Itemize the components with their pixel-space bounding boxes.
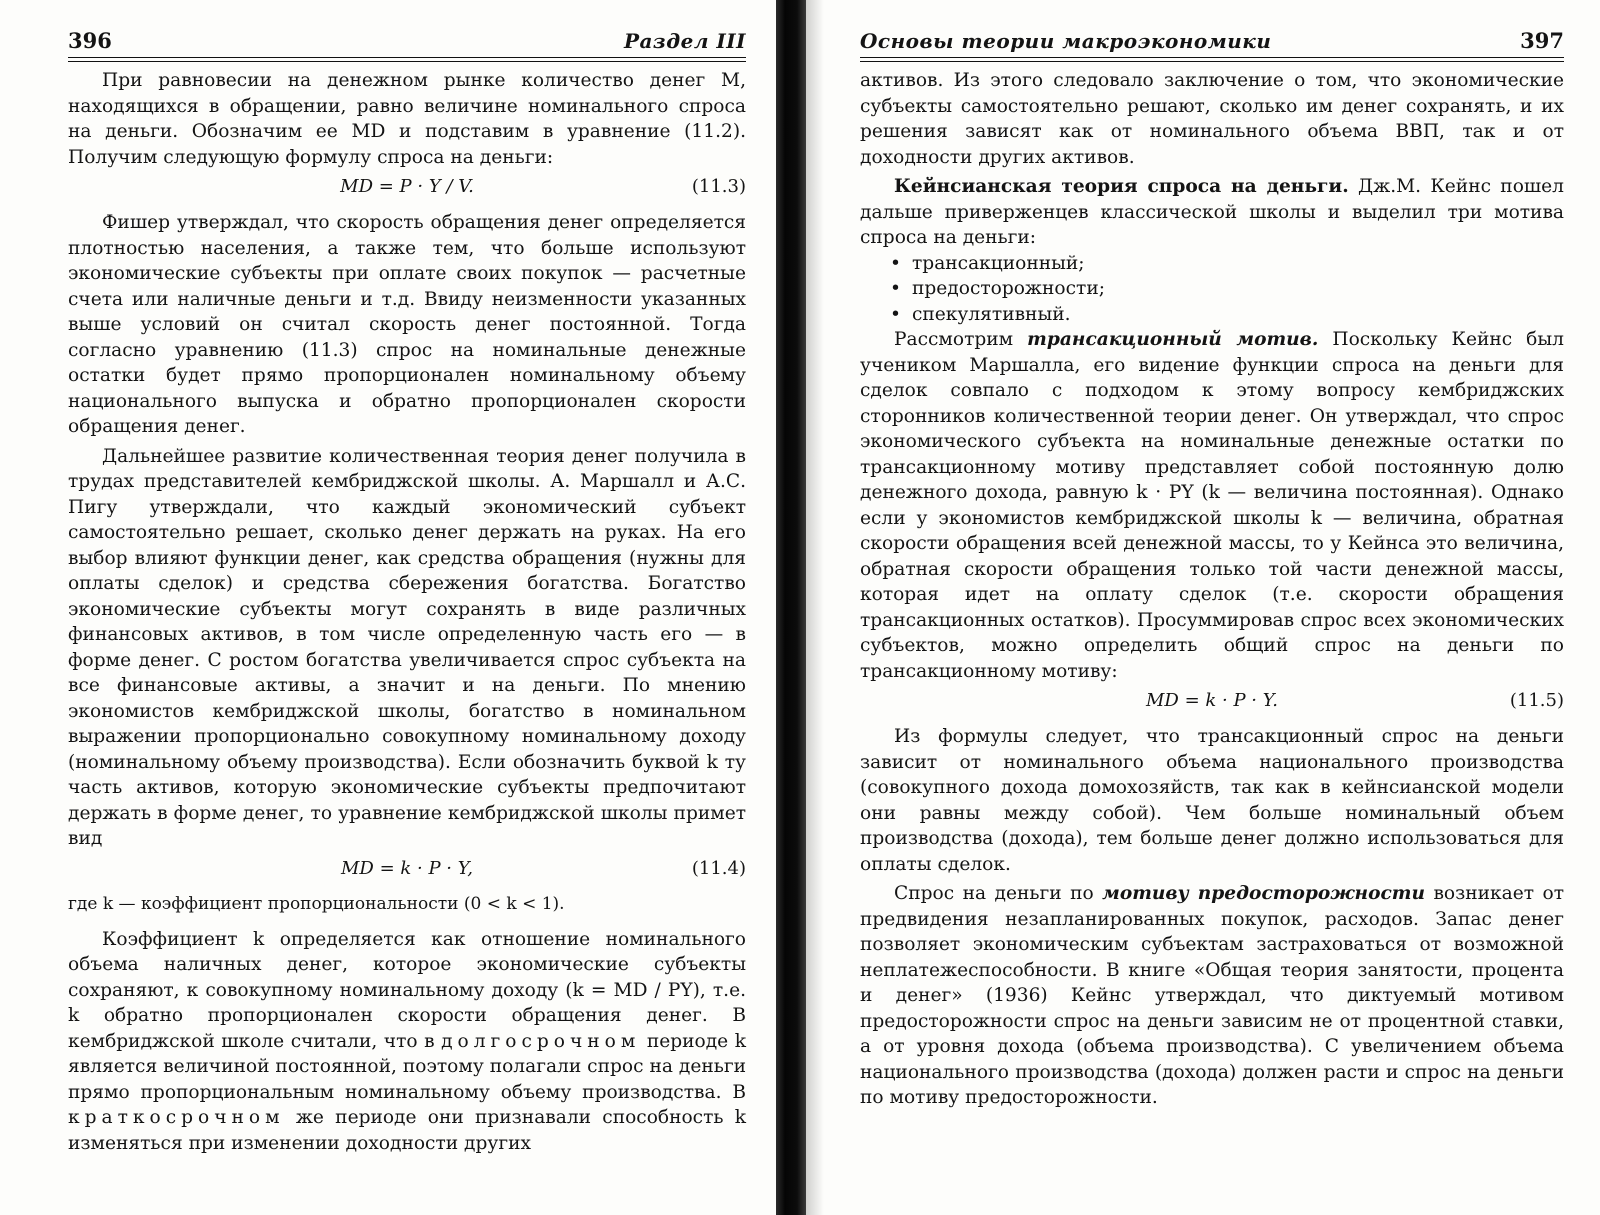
list-item-text: трансакционный; bbox=[912, 252, 1085, 274]
right-body-text bbox=[860, 68, 1564, 1111]
formula-11-3-expression: MD = P · Y / V. bbox=[340, 176, 474, 197]
formula-11-3-number: (11.3) bbox=[691, 176, 746, 197]
left-page-number: 396 bbox=[68, 28, 112, 53]
formula-11-5 bbox=[860, 688, 1564, 714]
left-paragraph-4-part-b: периоде k является величиной постоянной, поэтому полагали спрос на деньги прямо пропорциональным номинальному объему производства. В bbox=[68, 1030, 746, 1103]
right-paragraph-2 bbox=[860, 174, 1564, 251]
right-running-head bbox=[860, 28, 1564, 58]
left-paragraph-4 bbox=[68, 927, 746, 1157]
formula-11-4-number: (11.4) bbox=[691, 857, 746, 879]
formula-11-4-note: где k — коэффициент пропорциональности (0 < k < 1). bbox=[68, 893, 565, 914]
list-item bbox=[890, 276, 1564, 302]
right-paragraph-3 bbox=[860, 327, 1564, 684]
left-paragraph-4-part-a: Коэффициент k определяется как отношение номинального объема наличных денег, которое экономические субъекты сохраняют, к совокупному номинальному доходу (k = MD / PY), т.е. k обратно пропорционален скорости обращения денег. В кембриджской школе считали, что в bbox=[68, 928, 746, 1052]
list-item bbox=[890, 302, 1564, 328]
bullet-icon: • bbox=[890, 303, 901, 325]
right-page-number: 397 bbox=[1520, 28, 1564, 53]
emphasis-short-term: краткосрочном bbox=[68, 1107, 285, 1128]
left-running-head bbox=[68, 28, 746, 58]
left-paragraph-2: Фишер утверждал, что скорость обращения денег определяется плотностью населения, а также тем, что больше используют экономические субъекты при оплате своих покупок — расчетные счета или наличные деньги и т.д. Ввиду неизменности указанных выше условий он считал скорость денег постоянной. Тогда согласно уравнению (11.3) спрос на номинальные денежные остатки будет прямо пропорционален номинальному объему национального выпуска и обратно пропорционален скорости обращения денег. bbox=[68, 212, 746, 437]
right-paragraph-1: активов. Из этого следовало заключение о том, что экономические субъекты самостоятельно решают, сколько им денег сохранять, и их решения зависят как от номинального объема ВВП, так и от доходности других активов. bbox=[860, 70, 1564, 168]
book-gutter bbox=[776, 0, 806, 1215]
formula-11-4-expression: MD = k · P · Y, bbox=[340, 857, 474, 879]
motives-list bbox=[860, 251, 1564, 328]
right-section-header: Основы теории макроэкономики bbox=[860, 29, 1272, 53]
bullet-icon: • bbox=[890, 278, 901, 299]
right-page bbox=[824, 0, 1600, 1215]
left-body-text bbox=[68, 68, 746, 1156]
left-paragraph-1: При равновесии на денежном рынке количество денег M, находящихся в обращении, равно величине номинального спроса на деньги. Обозначим ее MD и подставим в уравнение (11.2). Получим следующую формулу спроса на деньги: bbox=[68, 70, 746, 168]
formula-11-4 bbox=[68, 856, 746, 882]
emphasis-transaction-motive: трансакционный мотив. bbox=[1027, 329, 1319, 350]
right-paragraph-5-part-a: Спрос на деньги по bbox=[894, 883, 1094, 904]
gutter-shadow bbox=[806, 0, 824, 1215]
right-paragraph-2-text: Дж.М. Кейнс пошел дальше приверженцев классической школы и выделил три мотива спроса на деньги: bbox=[860, 176, 1564, 248]
right-paragraph-5 bbox=[860, 881, 1564, 1111]
right-paragraph-3-part-a: Рассмотрим bbox=[894, 329, 1014, 350]
left-section-header: Раздел III bbox=[623, 29, 746, 53]
emphasis-long-term: долгосрочном bbox=[441, 1030, 641, 1052]
right-paragraph-3-part-b: Поскольку Кейнс был учеником Маршалла, его видение функции спроса на деньги для сделок совпало с подходом к этому вопросу кембриджских сторонников количественной теории денег. Он утверждал, что спрос экономического субъекта на номинальные денежные остатки по трансакционному мотиву представляет собой постоянную долю денежного дохода, равную k · PY (k — величина постоянная). Однако если у экономистов кембриджской школы k — величина, обратная скорости обращения всей денежной массы, то у Кейнса это величина, обратная скорости обращения только той части денежной массы, которая идет на оплату сделок (т.е. скорости обращения трансакционных остатков). Просуммировав спрос всех экономических субъектов, можно определить общий спрос на деньги по трансакционному мотиву: bbox=[860, 329, 1564, 682]
formula-11-3 bbox=[68, 174, 746, 200]
keynesian-theory-heading: Кейнсианская теория спроса на деньги. bbox=[894, 176, 1349, 197]
list-item bbox=[890, 251, 1564, 277]
left-page bbox=[0, 0, 770, 1215]
formula-11-5-number: (11.5) bbox=[1509, 690, 1564, 711]
right-paragraph-5-part-b: возникает от предвидения незапланированных покупок, расходов. Запас денег позволяет экономическим субъектам застраховаться от возможной неплатежеспособности. В книге «Общая теория занятости, процента и денег» (1936) Кейнс утверждал, что диктуемый мотивом предосторожности спрос на деньги зависим не от процентной ставки, а от уровня дохода (объема производства). С увеличением объема национального производства (дохода) должен расти и спрос на деньги по мотиву предосторожности. bbox=[860, 883, 1564, 1108]
left-paragraph-4-part-c: же периоде они признавали способность k изменяться при изменении доходности других bbox=[68, 1107, 746, 1154]
left-paragraph-3: Дальнейшее развитие количественная теория денег получила в трудах представителей кембриджской школы. А. Маршалл и А.С. Пигу утверждали, что каждый экономический субъект самостоятельно решает, сколько денег держать на руках. На его выбор влияют функции денег, как средства обращения (нужны для оплаты сделок) и средства сбережения богатства. Богатство экономические субъекты могут сохранять в виде различных финансовых активов, в том числе определенную часть его — в форме денег. С ростом богатства увеличивается спрос субъекта на все финансовые активы, а значит и на деньги. По мнению экономистов кембриджской школы, богатство в номинальном выражении пропорционально совокупному номинальному доходу (номинальному объему производства). Если обозначить буквой k ту часть активов, которую экономические субъекты предпочитают держать в форме денег, то уравнение кембриджской школы примет вид bbox=[68, 445, 746, 849]
list-item-text: спекулятивный. bbox=[912, 303, 1071, 325]
list-item-text: предосторожности; bbox=[912, 278, 1105, 299]
right-paragraph-4: Из формулы следует, что трансакционный спрос на деньги зависит от номинального объема национального производства (совокупного дохода домохозяйств, так как в кейнсианской модели они равны между собой). Чем больше номинальный объем производства (дохода), тем больше денег должно использоваться для оплаты сделок. bbox=[860, 726, 1564, 875]
bullet-icon: • bbox=[890, 252, 901, 274]
emphasis-precaution-motive: мотиву предосторожности bbox=[1102, 883, 1425, 904]
formula-11-5-expression: MD = k · P · Y. bbox=[1145, 690, 1279, 711]
